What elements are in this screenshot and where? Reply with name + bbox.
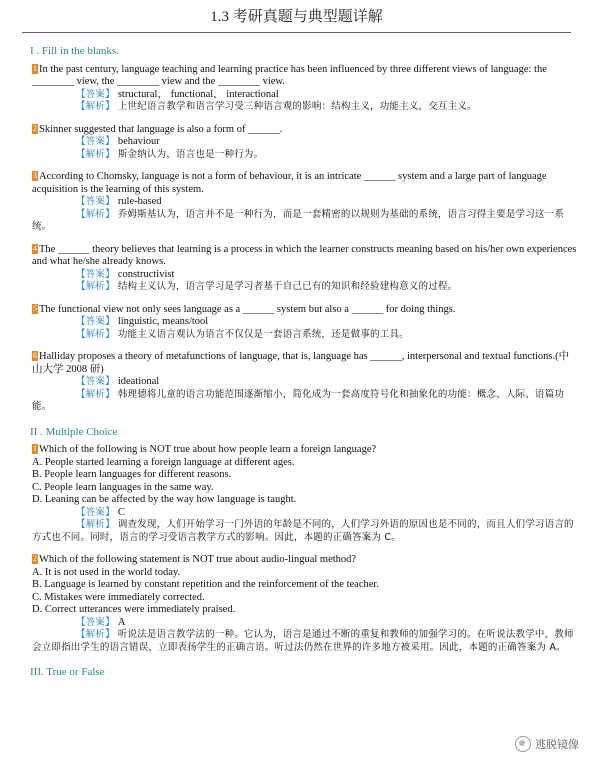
analysis-label: 【解析】 [76, 388, 115, 400]
answer-row [32, 316, 579, 329]
question-stem [32, 244, 579, 269]
analysis-text: 上世纪语言教学和语言学习受三种语言观的影响：结构主义，功能主义，交互主义。 [117, 101, 477, 112]
question-number: 2 [33, 123, 37, 133]
analysis-text: 韩理德将儿童的语言功能范围逐渐缩小，简化成为一套高度符号化和抽象化的功能：概念、人际、语篇功能。 [32, 388, 565, 412]
question-number: 4 [33, 243, 37, 253]
question-number: 5 [33, 303, 37, 313]
option-item: D. Correct utterances were immediately praised. [32, 604, 236, 615]
analysis-label: 【解析】 [76, 629, 115, 640]
question-number: 1 [33, 444, 37, 453]
watermark [515, 736, 579, 752]
answer-value: behaviour [117, 136, 160, 147]
question-stem [32, 444, 579, 457]
analysis-label: 【解析】 [76, 328, 115, 340]
answer-label: 【答案】 [76, 268, 115, 280]
answer-label: 【答案】 [76, 136, 115, 147]
question-text: Halliday proposes a theory of metafunctions of language, that is, language has ______, interpersonal and textual functions.(中山大学 2008 研) [32, 351, 570, 375]
question-text: Which of the following is NOT true about how people learn a foreign language? [39, 444, 377, 455]
question-number: 1 [33, 63, 37, 73]
question-number: 6 [33, 351, 37, 360]
analysis-label: 【解析】 [76, 101, 115, 112]
answer-row [32, 507, 579, 520]
option-item: C. People learn languages in the same way. [32, 481, 214, 493]
option-item: D. Leaning can be affected by the way how language is taught. [32, 494, 297, 505]
analysis-row [32, 519, 579, 544]
answer-row [32, 89, 579, 102]
question-text: Which of the following statement is NOT true about audio-lingual method? [39, 554, 357, 565]
answer-label: 【答案】 [76, 88, 115, 100]
analysis-text: 斯金纳认为，语言也是一种行为。 [117, 148, 264, 160]
answer-value: constructivist [117, 268, 175, 280]
answer-row [32, 617, 579, 630]
analysis-row [32, 629, 579, 654]
question-stem [32, 351, 579, 376]
answer-label: 【答案】 [76, 376, 115, 387]
answer-value: rule-based [117, 196, 162, 207]
mc-question-list [32, 444, 579, 654]
answer-value: A [117, 616, 126, 628]
analysis-row [32, 329, 579, 342]
answer-label: 【答案】 [76, 506, 115, 518]
option-item: A. It is not used in the world today. [32, 566, 181, 578]
analysis-label: 【解析】 [76, 208, 115, 220]
watermark-text: 逃脱镜像 [535, 738, 579, 751]
answer-value: C [117, 506, 125, 518]
option-item: A. People started learning a foreign language at different ages. [32, 456, 295, 468]
analysis-text: 结构主义认为，语言学习是学习者基于自己已有的知识和经验建构意义的过程。 [117, 281, 458, 292]
option-item: B. Language is learned by constant repetition and the reinforcement of the teacher. [32, 579, 379, 590]
answer-row [32, 376, 579, 389]
answer-label: 【答案】 [76, 316, 115, 327]
analysis-text: 调查发现，人们开始学习一门外语的年龄是不同的，人们学习外语的原因也是不同的，而且人们学习语言的方式也不同。同时，语言的学习受语言教学方式的影响。因此，本题的正确答案为 C。 [32, 519, 574, 543]
question-text: The functional view not only sees language as a ______ system but also a ______ for doing things. [39, 303, 456, 315]
question-block [32, 171, 579, 234]
title-rule [22, 32, 571, 33]
answer-label: 【答案】 [76, 616, 115, 628]
question-text: Skinner suggested that language is also a form of ______. [39, 123, 283, 135]
analysis-row [32, 209, 579, 234]
question-block [32, 554, 579, 654]
section-tf-heading: III. True or False [30, 666, 105, 678]
option-item: C. Mistakes were immediately corrected. [32, 591, 205, 603]
analysis-label: 【解析】 [76, 519, 115, 530]
analysis-text: 功能主义语言观认为语言不仅仅是一套语言系统，还是做事的工具。 [117, 328, 409, 340]
question-text: In the past century, language teaching and learning practice has been influenced by three different views of language: the ________ view, the ________ view and the ________ view. [32, 63, 547, 87]
question-stem [32, 554, 579, 567]
answer-row [32, 269, 579, 282]
option-item: B. People learn languages for different reasons. [32, 469, 232, 480]
question-text: According to Chomsky, language is not a form of behaviour, it is an intricate ______ system and a large part of language acquisition is the learning of this system. [32, 171, 547, 195]
question-block [32, 64, 579, 114]
question-block [32, 124, 579, 162]
document-body [0, 45, 593, 679]
question-number: 3 [33, 171, 37, 180]
answer-value: structural， functional， interactional [117, 88, 279, 100]
wechat-icon [515, 736, 531, 752]
answer-value: ideational [117, 376, 160, 387]
section-fill-heading: I . Fill in the blanks. [30, 45, 119, 57]
question-stem [32, 124, 579, 137]
analysis-text: 乔姆斯基认为，语言并不是一种行为，而是一套精密的以规则为基础的系统，语言习得主要是学习这一系统。 [32, 208, 565, 232]
analysis-row [32, 281, 579, 294]
analysis-label: 【解析】 [76, 148, 115, 160]
question-block [32, 351, 579, 414]
question-stem [32, 64, 579, 89]
analysis-row [32, 149, 579, 162]
analysis-row [32, 389, 579, 414]
answer-row [32, 196, 579, 209]
page-title: 1.3 考研真题与典型题详解 [210, 9, 383, 25]
question-stem [32, 171, 579, 196]
question-text: The ______ theory believes that learning is a process in which the learner constructs meaning based on his/her own experiences and what he/she already knows. [32, 243, 577, 267]
answer-value: linguistic, means/tool [117, 316, 209, 327]
question-stem [32, 304, 579, 317]
question-block [32, 244, 579, 294]
analysis-text: 听说法是语言教学法的一种。它认为，语言是通过不断的重复和教师的加强学习的。在听说法教学中，教师会立即指出学生的语言错误，立即表扬学生的正确言语。听过法仍然在世界的许多地方被采用。因此，本题的正确答案为 A。 [32, 629, 574, 653]
question-block [32, 304, 579, 342]
section-mc-heading: II . Multiple Choice [30, 425, 118, 438]
answer-label: 【答案】 [76, 196, 115, 207]
analysis-row [32, 101, 579, 114]
question-block [32, 444, 579, 544]
answer-row [32, 136, 579, 149]
analysis-label: 【解析】 [76, 281, 115, 292]
fill-question-list [32, 64, 579, 414]
question-number: 2 [33, 554, 37, 563]
